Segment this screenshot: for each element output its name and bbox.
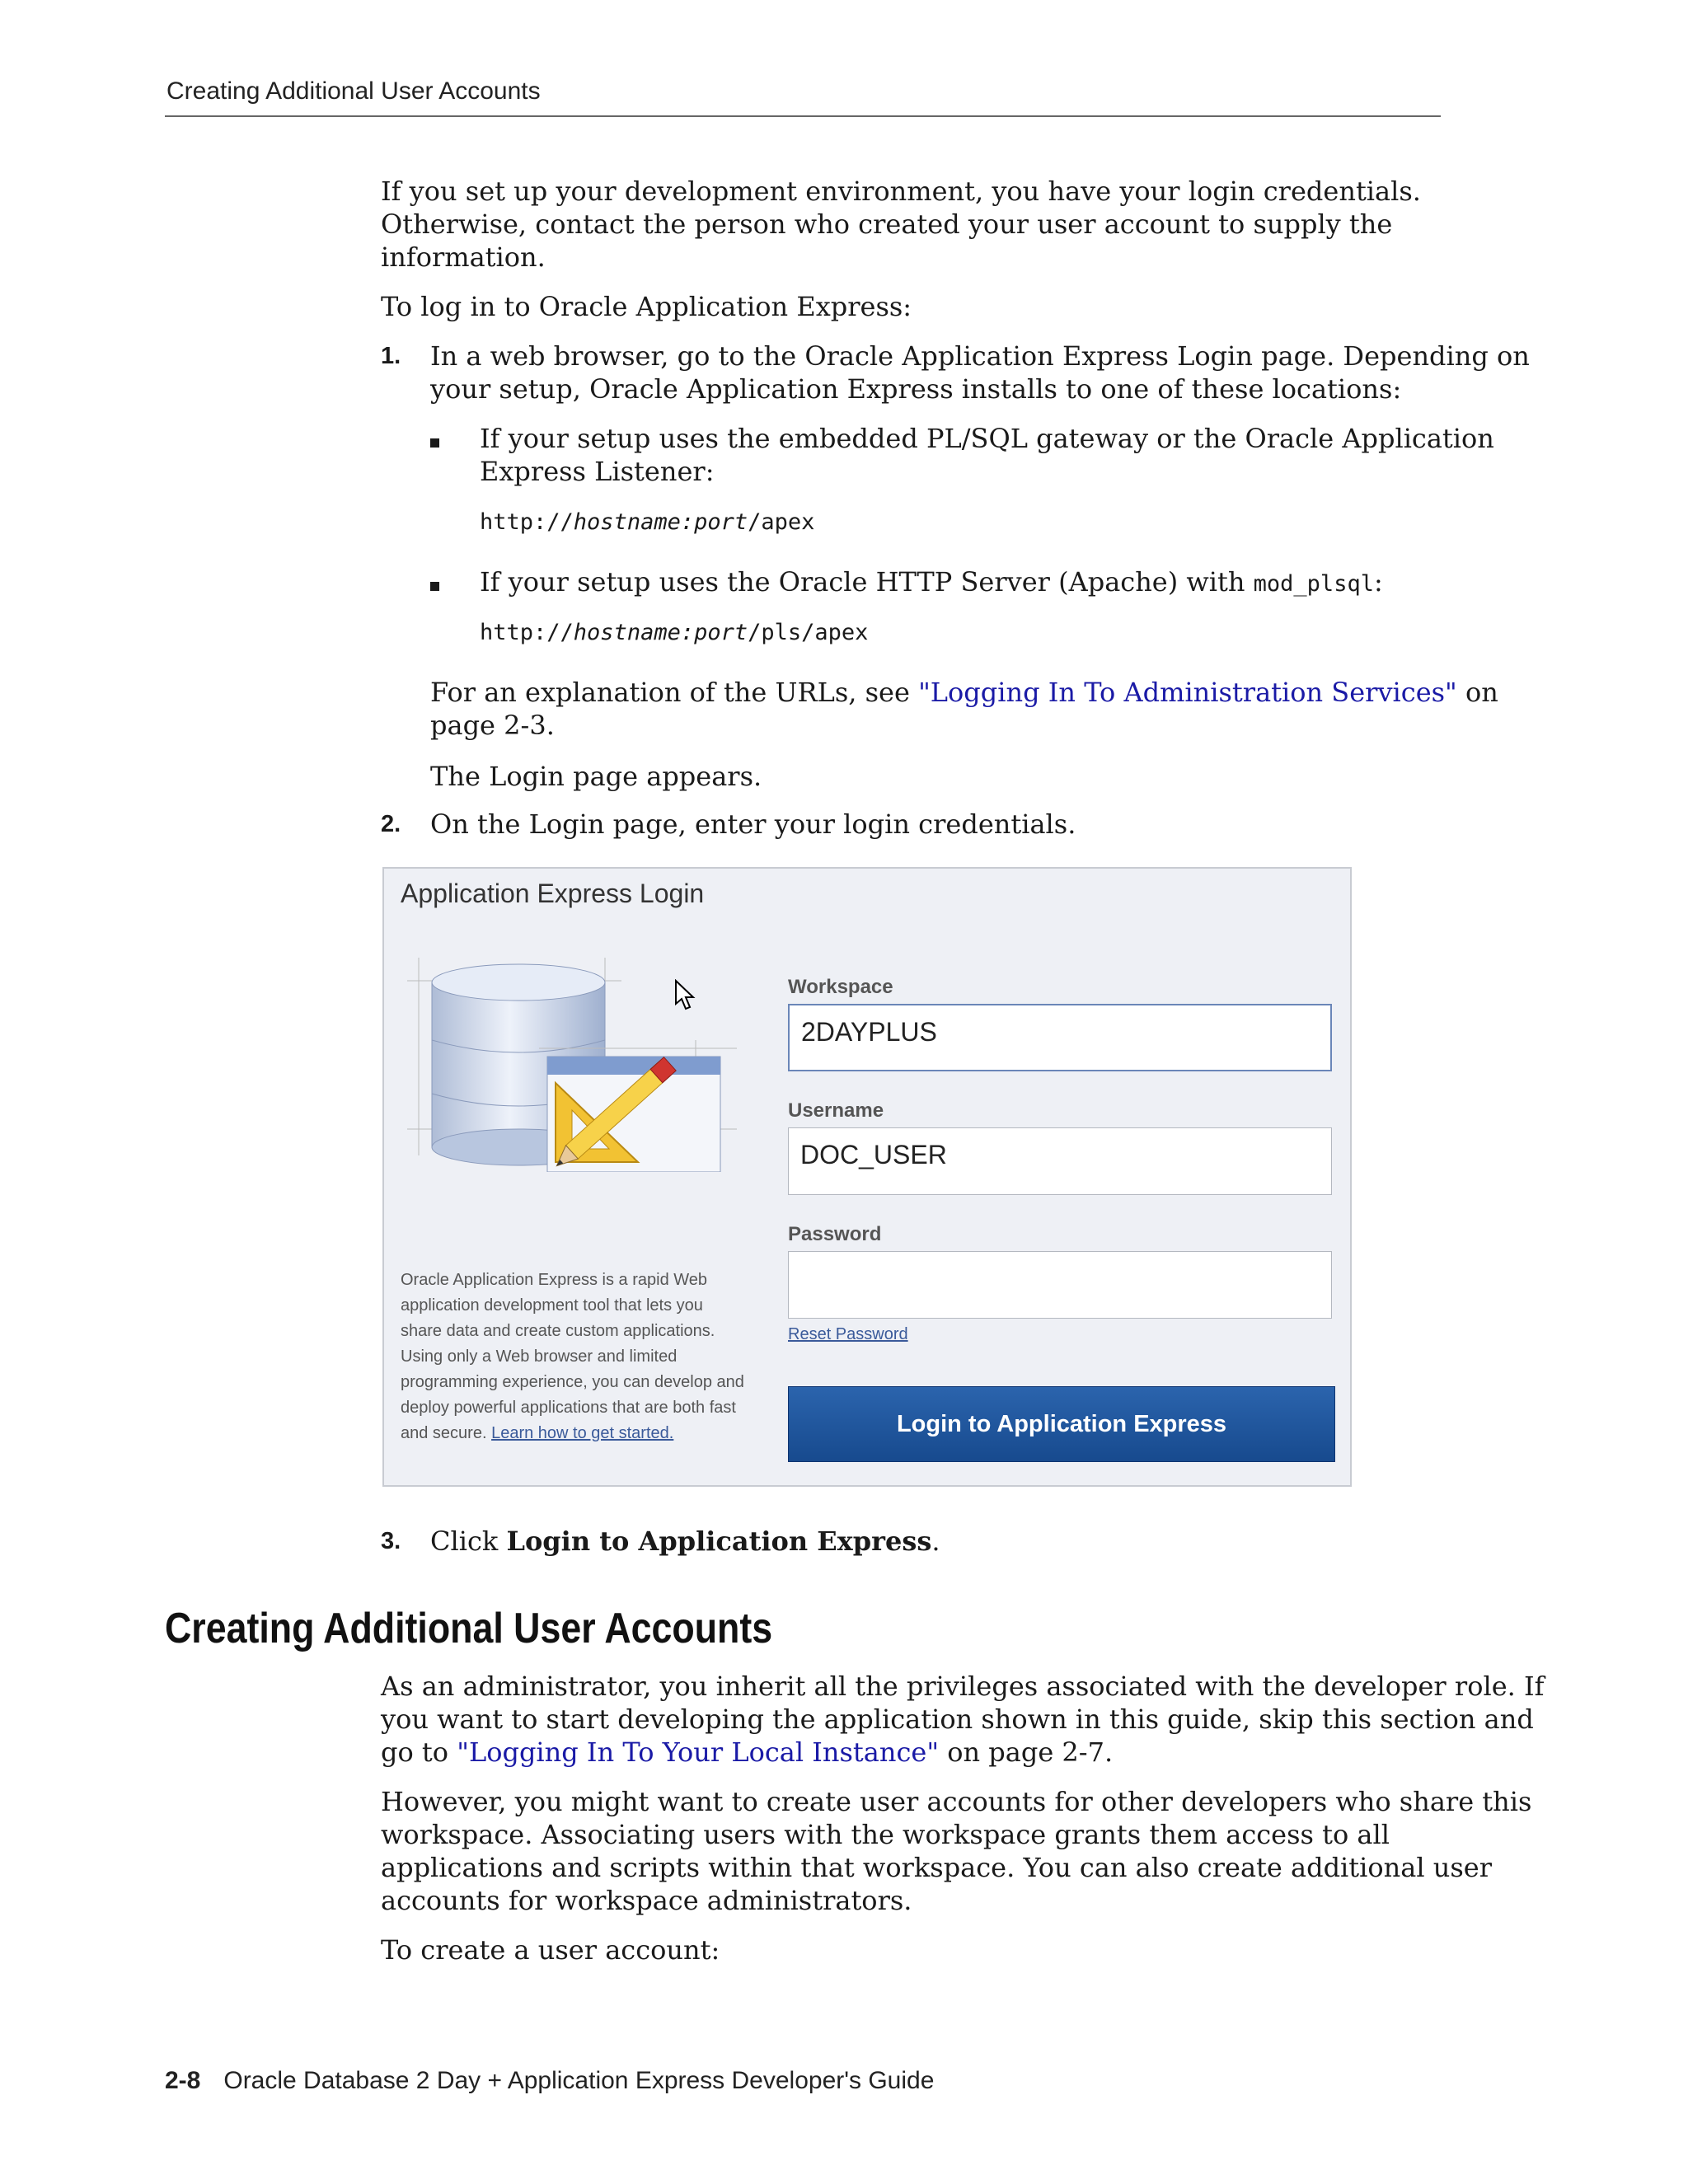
bullet-2-text: [480, 565, 1383, 601]
url-suffix: /pls/apex: [748, 620, 869, 645]
username-label: Username: [788, 1099, 884, 1122]
section-line: accounts for workspace administrators.: [381, 1885, 912, 1916]
step-1-line: your setup, Oracle Application Express installs to one of these locations:: [430, 373, 1402, 405]
step-2-number: 2.: [381, 811, 401, 837]
step-1-line: In a web browser, go to the Oracle Application Express Login page. Depending on: [430, 340, 1530, 372]
intro-line: If you set up your development environment, you have your login credentials.: [381, 176, 1421, 207]
explain-text: page 2-3.: [430, 710, 555, 741]
login-instruction: To log in to Oracle Application Express:: [381, 291, 912, 322]
url-variable: hostname:port: [573, 509, 748, 535]
url-explanation: [430, 676, 1498, 742]
step-1-text: [430, 340, 1530, 405]
section-paragraph-1: [381, 1670, 1544, 1769]
section-line: workspace. Associating users with the workspace grants them access to all: [381, 1819, 1390, 1850]
explain-text: on: [1456, 677, 1498, 708]
bullet-1-line: Express Listener:: [480, 456, 715, 487]
bullet-marker: [430, 438, 439, 448]
section-paragraph-2: [381, 1785, 1531, 1917]
learn-how-link[interactable]: Learn how to get started.: [491, 1424, 674, 1442]
bullet-2-label: If your setup uses the Oracle HTTP Server (Apache) with: [480, 566, 1254, 598]
header-rule: [165, 115, 1441, 117]
book-title: Oracle Database 2 Day + Application Express Developer's Guide: [223, 2067, 935, 2094]
section-text: on page 2-7.: [939, 1736, 1114, 1768]
step-3-period: .: [931, 1526, 940, 1557]
section-text: go to: [381, 1736, 457, 1768]
mod-plsql-code: mod_plsql: [1253, 571, 1374, 597]
mouse-pointer-icon: [674, 979, 696, 1012]
bullet-2-colon: :: [1373, 566, 1383, 598]
username-input[interactable]: DOC_USER: [788, 1127, 1332, 1195]
workspace-input[interactable]: 2DAYPLUS: [788, 1004, 1332, 1071]
password-input[interactable]: [788, 1251, 1332, 1319]
section-line: you want to start developing the application shown in this guide, skip this section and: [381, 1704, 1534, 1735]
section-paragraph-3: To create a user account:: [381, 1934, 720, 1966]
admin-services-link[interactable]: "Logging In To Administration Services": [918, 677, 1457, 708]
step-2-text: On the Login page, enter your login credentials.: [430, 808, 1076, 840]
section-line: applications and scripts within that workspace. You can also create additional user: [381, 1852, 1492, 1883]
login-appears-text: The Login page appears.: [430, 761, 762, 792]
apex-url-embedded: [480, 509, 814, 535]
intro-paragraph: [381, 175, 1421, 274]
local-instance-link[interactable]: "Logging In To Your Local Instance": [457, 1736, 940, 1768]
bullet-1-line: If your setup uses the embedded PL/SQL gateway or the Oracle Application: [480, 423, 1494, 454]
url-suffix: /apex: [748, 509, 815, 535]
step-3-text: [430, 1525, 940, 1558]
login-description: [401, 1268, 747, 1446]
url-prefix: http://: [480, 509, 574, 535]
step-3-number: 3.: [381, 1528, 401, 1554]
login-title: Application Express Login: [401, 879, 705, 908]
apex-url-ohs: [480, 620, 868, 645]
url-prefix: http://: [480, 620, 574, 645]
login-description-text: Oracle Application Express is a rapid Web application development tool that lets you share data and create custom applications. Using only a Web browser and limited programming experience, you can develop and deploy powerful applications that are both fast and secure.: [401, 1271, 744, 1442]
step-3-label: Click: [430, 1526, 507, 1557]
reset-password-link[interactable]: Reset Password: [788, 1325, 908, 1343]
section-heading: Creating Additional User Accounts: [165, 1605, 773, 1652]
password-label: Password: [788, 1223, 882, 1245]
login-screenshot: [382, 867, 1352, 1487]
running-header: Creating Additional User Accounts: [166, 77, 541, 105]
url-variable: hostname:port: [573, 620, 748, 645]
bullet-marker: [430, 582, 439, 591]
explain-text: For an explanation of the URLs, see: [430, 677, 919, 708]
bullet-1-text: [480, 422, 1494, 488]
section-line: As an administrator, you inherit all the privileges associated with the developer role. If: [381, 1671, 1545, 1702]
intro-line: Otherwise, contact the person who created your user account to supply the: [381, 209, 1393, 240]
login-button[interactable]: Login to Application Express: [788, 1386, 1335, 1462]
step-3-button-name: Login to Application Express: [506, 1526, 932, 1557]
step-1-number: 1.: [381, 343, 401, 369]
intro-line: information.: [381, 241, 546, 273]
workspace-label: Workspace: [788, 976, 893, 998]
section-line: However, you might want to create user accounts for other developers who share this: [381, 1786, 1532, 1817]
page-footer: [165, 2067, 934, 2095]
page-number: 2-8: [165, 2067, 201, 2094]
